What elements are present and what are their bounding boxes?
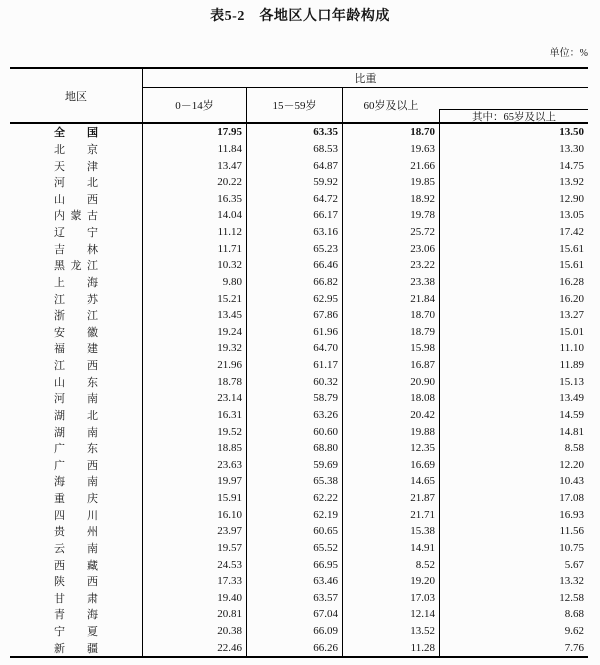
region-cell: [10, 457, 142, 473]
value-0-14: 11.71: [217, 242, 242, 255]
value-60-plus: 18.08: [410, 392, 435, 405]
region-cell: [10, 540, 142, 556]
value-0-14: 23.97: [217, 525, 242, 538]
region-cell: [10, 573, 142, 589]
value-60-plus: 8.52: [415, 558, 435, 571]
region-name: 山东: [54, 376, 98, 389]
value-0-14: 10.32: [217, 259, 242, 272]
value-15-59: 67.86: [313, 309, 338, 322]
value-65-plus: 14.75: [559, 159, 584, 172]
value-65-plus: 10.75: [559, 541, 584, 554]
table-row: [10, 207, 588, 224]
region-cell: [10, 390, 142, 406]
value-0-14: 17.33: [217, 575, 242, 588]
unit-label: 单位：%: [549, 48, 588, 59]
value-15-59: 65.52: [313, 541, 338, 554]
value-65-plus: 11.10: [559, 342, 584, 355]
table-row: [10, 224, 588, 241]
header-age-65-plus: 其中：65岁及以上: [472, 111, 556, 123]
region-cell: [10, 473, 142, 489]
value-0-14: 18.78: [217, 375, 242, 388]
value-15-59: 66.95: [313, 558, 338, 571]
table-row: [10, 423, 588, 440]
region-name: 全国: [54, 127, 98, 140]
value-60-plus: 16.87: [410, 359, 435, 372]
value-60-plus: 21.87: [410, 492, 435, 505]
value-0-14: 19.52: [217, 425, 242, 438]
table-row: [10, 407, 588, 424]
value-60-plus: 21.71: [410, 508, 435, 521]
region-name: 重庆: [54, 493, 98, 506]
value-65-plus: 17.42: [559, 226, 584, 239]
value-60-plus: 19.20: [410, 575, 435, 588]
region-name: 黑龙江: [54, 260, 98, 273]
table-row: [10, 357, 588, 374]
value-60-plus: 19.63: [410, 142, 435, 155]
value-0-14: 13.47: [217, 159, 242, 172]
value-60-plus: 18.70: [410, 126, 435, 139]
value-60-plus: 19.85: [410, 176, 435, 189]
region-cell: [10, 274, 142, 290]
region-cell: [10, 207, 142, 223]
value-65-plus: 13.30: [559, 142, 584, 155]
value-65-plus: 12.90: [559, 192, 584, 205]
region-name: 上海: [54, 276, 98, 289]
age-composition-table: [10, 67, 588, 658]
value-0-14: 16.31: [217, 408, 242, 421]
value-15-59: 66.46: [313, 259, 338, 272]
value-65-plus: 13.92: [559, 176, 584, 189]
table-row: [10, 141, 588, 158]
value-65-plus: 13.50: [559, 126, 584, 139]
value-60-plus: 23.38: [410, 275, 435, 288]
region-cell: [10, 440, 142, 456]
value-15-59: 58.79: [313, 392, 338, 405]
value-0-14: 19.24: [217, 325, 242, 338]
table-row: [10, 191, 588, 208]
value-0-14: 15.91: [217, 492, 242, 505]
region-cell: [10, 141, 142, 157]
region-name: 贵州: [54, 526, 98, 539]
region-name: 陕西: [54, 576, 98, 589]
value-15-59: 65.23: [313, 242, 338, 255]
value-15-59: 66.26: [313, 641, 338, 654]
region-name: 吉林: [54, 243, 98, 256]
table-body: [10, 124, 588, 656]
region-name: 天津: [54, 160, 98, 173]
value-0-14: 11.84: [217, 142, 242, 155]
value-65-plus: 9.62: [564, 625, 584, 638]
region-cell: [10, 324, 142, 340]
region-cell: [10, 557, 142, 573]
value-60-plus: 23.06: [410, 242, 435, 255]
value-65-plus: 15.13: [559, 375, 584, 388]
region-name: 内蒙古: [54, 210, 98, 223]
region-cell: [10, 174, 142, 190]
region-cell: [10, 307, 142, 323]
value-15-59: 60.65: [313, 525, 338, 538]
value-65-plus: 5.67: [564, 558, 584, 571]
region-name: 云南: [54, 542, 98, 555]
table-row: [10, 340, 588, 357]
value-65-plus: 17.08: [559, 492, 584, 505]
table-row: [10, 573, 588, 590]
table-row: [10, 307, 588, 324]
value-65-plus: 8.68: [564, 608, 584, 621]
value-0-14: 20.22: [217, 176, 242, 189]
table-row: [10, 324, 588, 341]
region-name: 江苏: [54, 293, 98, 306]
value-0-14: 19.97: [217, 475, 242, 488]
table-row: [10, 440, 588, 457]
value-15-59: 67.04: [313, 608, 338, 621]
value-65-plus: 7.76: [564, 641, 584, 654]
table-row: [10, 274, 588, 291]
value-0-14: 15.21: [217, 292, 242, 305]
table-row: [10, 540, 588, 557]
region-name: 甘肃: [54, 592, 98, 605]
region-name: 河北: [54, 177, 98, 190]
table-row: [10, 257, 588, 274]
region-name: 北京: [54, 143, 98, 156]
value-60-plus: 18.92: [410, 192, 435, 205]
value-65-plus: 14.81: [559, 425, 584, 438]
region-name: 安徽: [54, 326, 98, 339]
region-name: 四川: [54, 509, 98, 522]
region-cell: [10, 224, 142, 240]
table-row: [10, 590, 588, 607]
region-cell: [10, 523, 142, 539]
region-cell: [10, 241, 142, 257]
header-proportion-group: 比重: [354, 73, 377, 85]
value-65-plus: 16.28: [559, 275, 584, 288]
table-row: [10, 290, 588, 307]
value-65-plus: 15.61: [559, 259, 584, 272]
page-title: 表5-2 各地区人口年龄构成: [210, 9, 390, 24]
value-15-59: 63.46: [313, 575, 338, 588]
value-15-59: 60.32: [313, 375, 338, 388]
region-name: 湖北: [54, 409, 98, 422]
table-row: [10, 240, 588, 257]
value-15-59: 62.19: [313, 508, 338, 521]
value-15-59: 66.09: [313, 625, 338, 638]
region-cell: [10, 340, 142, 356]
value-60-plus: 21.84: [410, 292, 435, 305]
value-60-plus: 13.52: [410, 625, 435, 638]
region-name: 广西: [54, 459, 98, 472]
value-15-59: 60.60: [313, 425, 338, 438]
value-15-59: 59.69: [313, 458, 338, 471]
value-0-14: 20.81: [217, 608, 242, 621]
value-60-plus: 15.38: [410, 525, 435, 538]
region-name: 青海: [54, 609, 98, 622]
value-15-59: 63.26: [313, 408, 338, 421]
value-0-14: 11.12: [217, 226, 242, 239]
value-60-plus: 12.35: [410, 442, 435, 455]
region-cell: [10, 590, 142, 606]
value-0-14: 19.57: [217, 541, 242, 554]
value-60-plus: 20.42: [410, 408, 435, 421]
value-15-59: 68.53: [313, 142, 338, 155]
value-0-14: 16.10: [217, 508, 242, 521]
value-65-plus: 16.93: [559, 508, 584, 521]
region-cell: [10, 374, 142, 390]
value-15-59: 62.95: [313, 292, 338, 305]
region-cell: [10, 191, 142, 207]
region-name: 广东: [54, 443, 98, 456]
value-60-plus: 17.03: [410, 591, 435, 604]
value-0-14: 13.45: [217, 309, 242, 322]
table-row: [10, 457, 588, 474]
value-65-plus: 13.27: [559, 309, 584, 322]
value-15-59: 61.17: [313, 359, 338, 372]
table-row: [10, 490, 588, 507]
region-name: 山西: [54, 193, 98, 206]
value-65-plus: 12.58: [559, 591, 584, 604]
value-0-14: 16.35: [217, 192, 242, 205]
value-60-plus: 25.72: [410, 226, 435, 239]
table-row: [10, 556, 588, 573]
value-65-plus: 11.56: [559, 525, 584, 538]
value-15-59: 64.72: [313, 192, 338, 205]
region-cell: [10, 640, 142, 656]
value-0-14: 24.53: [217, 558, 242, 571]
table-row: [10, 124, 588, 141]
value-0-14: 9.80: [222, 275, 242, 288]
region-cell: [10, 407, 142, 423]
region-name: 浙江: [54, 310, 98, 323]
value-0-14: 18.85: [217, 442, 242, 455]
header-age-60-plus: 60岁及以上: [363, 99, 419, 112]
region-name: 辽宁: [54, 227, 98, 240]
value-65-plus: 13.05: [559, 209, 584, 222]
value-60-plus: 14.91: [410, 541, 435, 554]
value-0-14: 14.04: [217, 209, 242, 222]
value-0-14: 19.32: [217, 342, 242, 355]
region-cell: [10, 158, 142, 174]
value-15-59: 66.17: [313, 209, 338, 222]
region-cell: [10, 257, 142, 273]
region-cell: [10, 291, 142, 307]
value-60-plus: 11.28: [410, 641, 435, 654]
value-60-plus: 21.66: [410, 159, 435, 172]
value-15-59: 64.87: [313, 159, 338, 172]
value-65-plus: 13.49: [559, 392, 584, 405]
region-name: 西藏: [54, 559, 98, 572]
value-15-59: 61.96: [313, 325, 338, 338]
value-15-59: 63.16: [313, 226, 338, 239]
value-0-14: 23.14: [217, 392, 242, 405]
region-name: 新疆: [54, 642, 98, 655]
value-65-plus: 14.59: [559, 408, 584, 421]
region-cell: [10, 424, 142, 440]
table-row: [10, 606, 588, 623]
region-cell: [10, 507, 142, 523]
region-name: 江西: [54, 360, 98, 373]
value-15-59: 63.35: [313, 126, 338, 139]
value-60-plus: 16.69: [410, 458, 435, 471]
value-0-14: 19.40: [217, 591, 242, 604]
value-0-14: 17.95: [217, 126, 242, 139]
value-0-14: 23.63: [217, 458, 242, 471]
table-row: [10, 373, 588, 390]
value-15-59: 59.92: [313, 176, 338, 189]
table-row: [10, 174, 588, 191]
value-60-plus: 18.79: [410, 325, 435, 338]
value-15-59: 66.82: [313, 275, 338, 288]
table-row: [10, 523, 588, 540]
region-cell: [10, 606, 142, 622]
region-cell: [10, 124, 142, 140]
value-65-plus: 13.32: [559, 575, 584, 588]
value-0-14: 22.46: [217, 641, 242, 654]
value-65-plus: 15.61: [559, 242, 584, 255]
table-row: [10, 157, 588, 174]
value-60-plus: 20.90: [410, 375, 435, 388]
value-0-14: 21.96: [217, 359, 242, 372]
region-name: 海南: [54, 476, 98, 489]
table-row: [10, 390, 588, 407]
value-60-plus: 19.78: [410, 209, 435, 222]
region-name: 福建: [54, 343, 98, 356]
value-60-plus: 14.65: [410, 475, 435, 488]
table-row: [10, 506, 588, 523]
value-65-plus: 15.01: [559, 325, 584, 338]
region-name: 宁夏: [54, 626, 98, 639]
value-0-14: 20.38: [217, 625, 242, 638]
value-60-plus: 18.70: [410, 309, 435, 322]
value-65-plus: 11.89: [559, 359, 584, 372]
value-65-plus: 16.20: [559, 292, 584, 305]
region-name: 湖南: [54, 426, 98, 439]
table-row: [10, 623, 588, 640]
header-region: 地区: [65, 90, 87, 103]
value-65-plus: 10.43: [559, 475, 584, 488]
region-name: 河南: [54, 393, 98, 406]
value-65-plus: 12.20: [559, 458, 584, 471]
region-cell: [10, 623, 142, 639]
value-60-plus: 23.22: [410, 259, 435, 272]
header-age-0-14: 0－14岁: [175, 99, 214, 112]
value-15-59: 62.22: [313, 492, 338, 505]
value-15-59: 63.57: [313, 591, 338, 604]
value-15-59: 68.80: [313, 442, 338, 455]
value-15-59: 65.38: [313, 475, 338, 488]
region-cell: [10, 490, 142, 506]
value-60-plus: 19.88: [410, 425, 435, 438]
value-60-plus: 12.14: [410, 608, 435, 621]
value-60-plus: 15.98: [410, 342, 435, 355]
region-cell: [10, 357, 142, 373]
value-65-plus: 8.58: [564, 442, 584, 455]
table-row: [10, 473, 588, 490]
value-15-59: 64.70: [313, 342, 338, 355]
table-row: [10, 639, 588, 656]
header-age-15-59: 15－59岁: [272, 99, 317, 112]
